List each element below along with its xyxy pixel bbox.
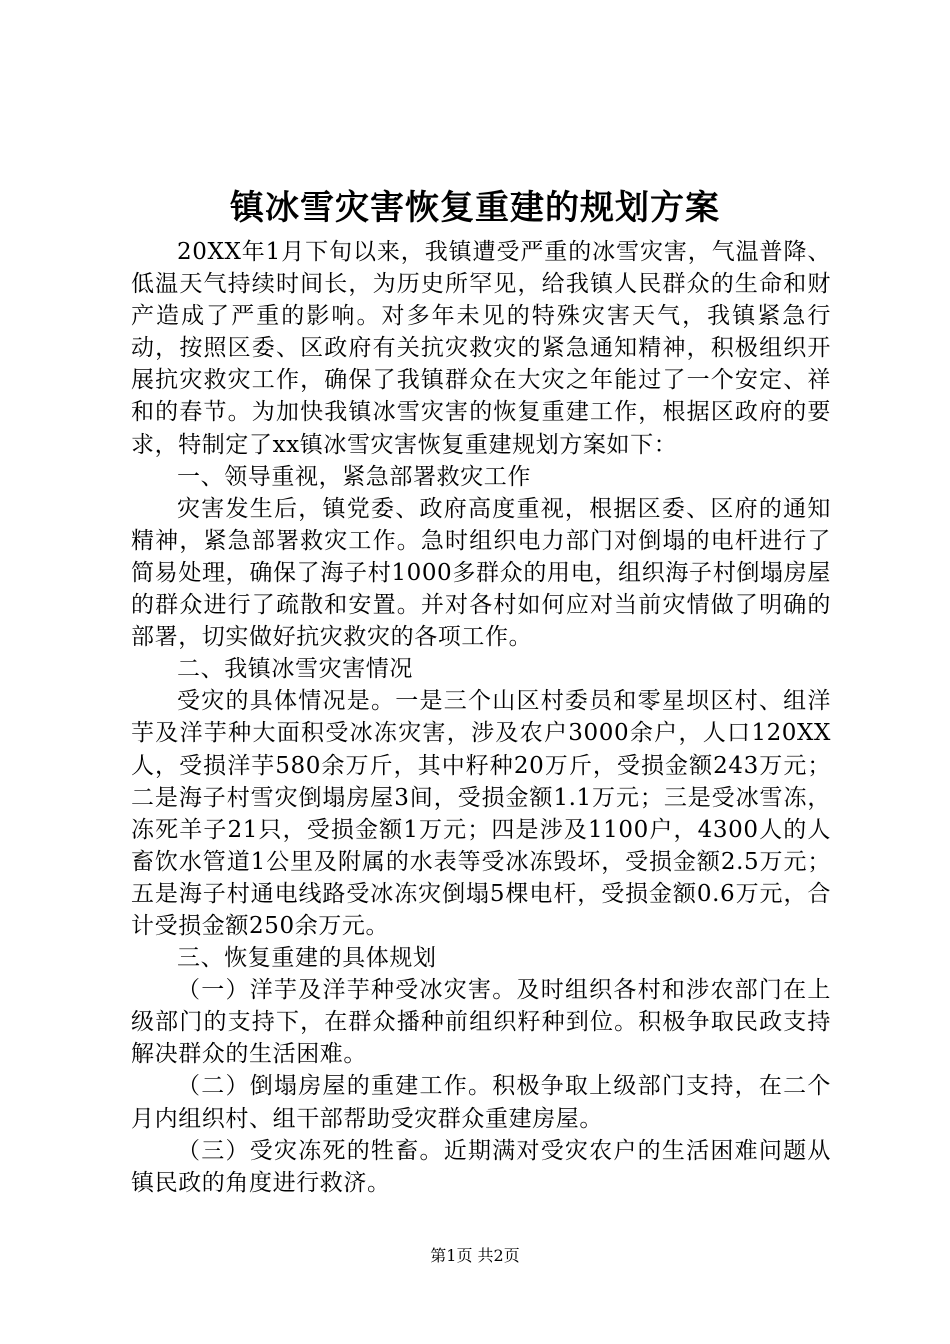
section-heading-2: 二、我镇冰雪灾害情况 bbox=[177, 656, 413, 683]
paragraph-section-1: 灾害发生后，镇党委、政府高度重视，根据区委、区府的通知精神，紧急部署救灾工作。急时组织电力部门对倒塌的电杆进行了简易处理，确保了海子村1000多群众的用电，组织海子村倒塌房屋的群众进行了疏散和安置。并对各村如何应对当前灾情做了明确的部署，切实做好抗灾救灾的各项工作。 bbox=[131, 495, 831, 651]
section-heading-3: 三、恢复重建的具体规划 bbox=[177, 945, 437, 972]
paragraph-plan-1: （一）洋芋及洋芋种受冰灾害。及时组织各村和涉农部门在上级部门的支持下，在群众播种前组织籽种到位。积极争取民政支持解决群众的生活困难。 bbox=[131, 977, 831, 1068]
document-title: 镇冰雪灾害恢复重建的规划方案 bbox=[230, 188, 720, 228]
page-number-footer: 第1页 共2页 bbox=[430, 1246, 520, 1265]
section-heading-1: 一、领导重视，紧急部署救灾工作 bbox=[177, 463, 531, 490]
paragraph-section-2: 受灾的具体情况是。一是三个山区村委员和零星坝区村、组洋芋及洋芋种大面积受冰冻灾害，涉及农户3000余户，人口120XX人，受损洋芋580余万斤，其中籽种20万斤，受损金额243万元；二是海子村雪灾倒塌房屋3间，受损金额1.1万元；三是受冰雪冻，冻死羊子21只，受损金额1万元；四是涉及1100户，4300人的人畜饮水管道1公里及附属的水表等受冰冻毁坏，受损金额2.5万元；五是海子村通电线路受冰冻灾倒塌5棵电杆，受损金额0.6万元，合计受损金额250余万元。 bbox=[131, 688, 831, 939]
paragraph-intro: 20XX年1月下旬以来，我镇遭受严重的冰雪灾害，气温普降、低温天气持续时间长，为历史所罕见，给我镇人民群众的生命和财产造成了严重的影响。对多年未见的特殊灾害天气，我镇紧急行动，按照区委、区政府有关抗灾救灾的紧急通知精神，积极组织开展抗灾救灾工作，确保了我镇群众在大灾之年能过了一个安定、祥和的春节。为加快我镇冰雪灾害的恢复重建工作，根据区政府的要求，特制定了xx镇冰雪灾害恢复重建规划方案如下： bbox=[131, 239, 831, 458]
paragraph-plan-3: （三）受灾冻死的牲畜。近期满对受灾农户的生活困难问题从镇民政的角度进行救济。 bbox=[131, 1137, 831, 1196]
paragraph-plan-2: （二）倒塌房屋的重建工作。积极争取上级部门支持，在二个月内组织村、组干部帮助受灾群众重建房屋。 bbox=[131, 1073, 831, 1132]
document-body bbox=[131, 236, 831, 1199]
